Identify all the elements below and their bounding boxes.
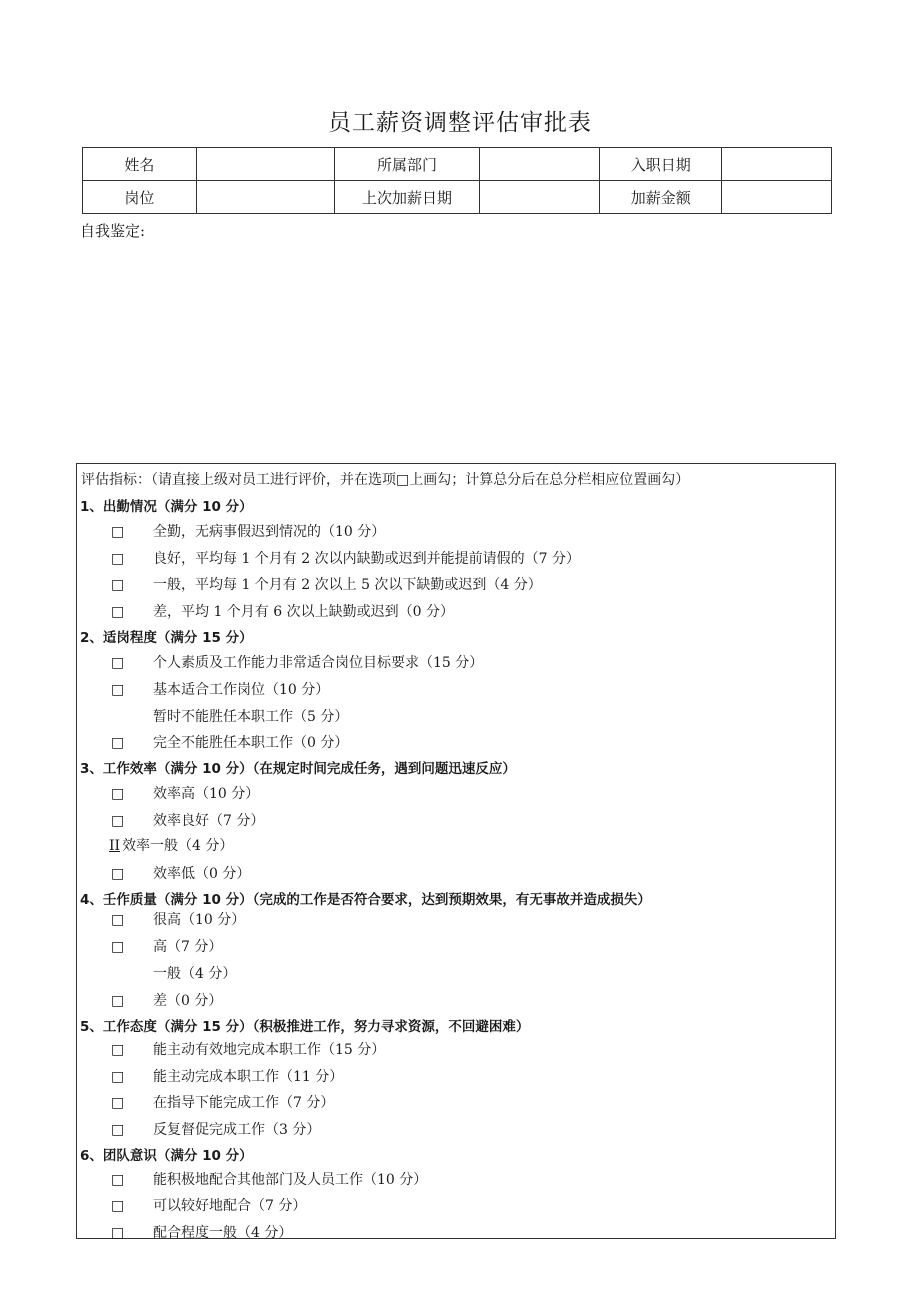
checkbox[interactable]: □ [111,551,125,567]
list-item [111,1169,427,1189]
option-label: 配合程度一般（4 分） [153,1225,293,1241]
option-label: 效率低（0 分） [153,866,251,882]
option-label: 基本适合工作岗位（10 分） [153,682,330,698]
list-item [111,963,236,983]
position-label: 岗位 [83,181,197,214]
list-item [111,1195,306,1215]
checkbox[interactable]: □ [111,1069,125,1085]
list-item [111,1092,334,1112]
list-item [111,810,264,830]
position-field[interactable] [196,181,334,214]
list-item [111,679,329,699]
department-field[interactable] [480,148,600,181]
checkbox[interactable]: □ [111,912,125,928]
section-heading-job-fit: 2、适岗程度（满分 15 分） [80,630,253,646]
list-item [111,783,259,803]
option-label: 一般（4 分） [153,966,237,982]
option-label: 能积极地配合其他部门及人员工作（10 分） [153,1172,428,1188]
section-heading-attitude: 5、工作态度（满分 15 分）（积极推进工作，努力寻求资源，不回避困难） [80,1019,530,1035]
option-label: 效率高（10 分） [153,786,260,802]
option-label: 高（7 分） [153,939,223,955]
section-heading-efficiency: 3、工作效率（满分 10 分）（在规定时间完成任务，遇到问题迅速反应） [80,761,516,777]
list-item [111,574,542,594]
hire-date-field[interactable] [722,148,832,181]
list-item [111,706,348,726]
checkbox[interactable]: □ [111,1095,125,1111]
evaluation-intro: 评估指标：（请直接上级对员工进行评价，并在选项□上画勾；计算总分后在总分栏相应位置画勾） [81,472,690,488]
checkbox[interactable]: □ [111,1198,125,1214]
checked-mark[interactable]: II [109,838,121,854]
hire-date-label: 入职日期 [600,148,722,181]
list-item [111,601,454,621]
list-item [111,863,250,883]
table-row [83,148,832,181]
checkbox[interactable]: □ [111,655,125,671]
option-label: 效率一般（4 分） [122,838,234,854]
list-item [111,652,483,672]
checkbox[interactable]: □ [111,735,125,751]
option-label: 差，平均 1 个月有 6 次以上缺勤或迟到（0 分） [153,604,454,620]
option-label: 可以较好地配合（7 分） [153,1198,307,1214]
employee-info-table [82,147,832,214]
checkbox[interactable]: □ [111,682,125,698]
list-item [111,1066,343,1086]
checkbox[interactable]: □ [111,786,125,802]
list-item [111,1119,320,1139]
option-label: 能主动完成本职工作（11 分） [153,1069,344,1085]
department-label: 所属部门 [334,148,480,181]
list-item [111,909,245,929]
last-raise-date-field[interactable] [480,181,600,214]
list-item [111,936,222,956]
list-item [109,835,233,855]
checkbox[interactable]: □ [111,866,125,882]
checkbox[interactable]: □ [111,1122,125,1138]
checkbox[interactable]: □ [111,813,125,829]
option-label: 反复督促完成工作（3 分） [153,1122,321,1138]
form-title: 员工薪资调整评估审批表 [328,110,592,136]
checkbox[interactable]: □ [111,939,125,955]
option-label: 暂时不能胜任本职工作（5 分） [153,709,349,725]
checkbox[interactable]: □ [111,993,125,1009]
option-label: 差（0 分） [153,993,223,1009]
list-item [111,1222,292,1242]
checkbox[interactable]: □ [111,577,125,593]
option-label: 效率良好（7 分） [153,813,265,829]
section-heading-teamwork: 6、团队意识（满分 10 分） [80,1148,253,1164]
option-label: 能主动有效地完成本职工作（15 分） [153,1042,386,1058]
option-label: 完全不能胜任本职工作（0 分） [153,735,349,751]
checkbox[interactable]: □ [111,524,125,540]
checkbox[interactable]: □ [111,1172,125,1188]
section-heading-attendance: 1、出勤情况（满分 10 分） [80,499,253,515]
name-label: 姓名 [83,148,197,181]
list-item [111,1039,385,1059]
option-label: 在指导下能完成工作（7 分） [153,1095,335,1111]
self-assessment-label: 自我鉴定: [80,222,146,240]
raise-amount-label: 加薪金额 [600,181,722,214]
option-label: 全勤，无病事假迟到情况的（10 分） [153,524,386,540]
option-label: 个人素质及工作能力非常适合岗位目标要求（15 分） [153,655,484,671]
name-field[interactable] [196,148,334,181]
last-raise-date-label: 上次加薪日期 [334,181,480,214]
list-item [111,990,222,1010]
evaluation-box [76,463,836,1239]
option-label: 很高（10 分） [153,912,246,928]
checkbox[interactable]: □ [111,604,125,620]
checkbox[interactable]: □ [111,1225,125,1241]
raise-amount-field[interactable] [722,181,832,214]
option-label: 良好，平均每 1 个月有 2 次以内缺勤或迟到并能提前请假的（7 分） [153,551,580,567]
list-item [111,548,580,568]
checkbox[interactable]: □ [111,1042,125,1058]
table-row [83,181,832,214]
list-item [111,732,348,752]
option-label: 一般，平均每 1 个月有 2 次以上 5 次以下缺勤或迟到（4 分） [153,577,542,593]
section-heading-quality: 4、壬作质量（满分 10 分）（完成的工作是否符合要求，达到预期效果，有无事故并造成损失） [80,892,651,908]
list-item [111,521,385,541]
